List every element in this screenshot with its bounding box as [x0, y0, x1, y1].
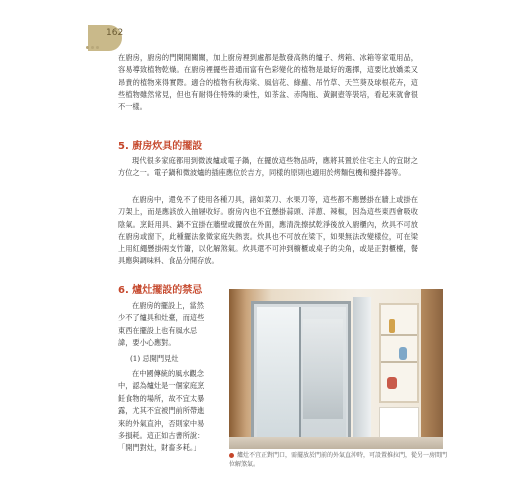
section-6-heading: 6. 爐灶擺設的禁忌 [118, 285, 203, 296]
section-6-paragraph-2: 在中國傳統的風水觀念中，認為爐灶是一個家庭烹飪食物的場所，故不宜太暴露，尤其不宜被門前所帶進來的外氣直沖，否則家中易多損耗。這正如古書所說：「開門對灶，財畜多耗。」 [118, 369, 205, 453]
section-6-paragraph-1: 在廚房的擺設上，當然少不了爐具和灶臺，而這些東西在擺設上也有風水忌諱，要小心應對。 [118, 301, 205, 348]
photo-caption-text: 爐灶不宜正對門口，需擺放於門前的外氣直沖時，可設置推拉門，從另一房間門位解煞氣。 [229, 452, 448, 468]
section-5-paragraph-2: 在廚房中，還免不了使用各種刀具，諸如菜刀、水果刀等，這些都不應懸掛在牆上或掛在刀架上，而是應該放入抽屜收好。廚房內也不宜懸掛蒜頭、洋蔥、辣椒，因為這些東西會吸收陰氣。烹飪用具、鍋不宜掛在牆壁或擺放在外面，應清洗擦拭乾淨後放入廚櫃內，炊具不可放在廚房或窗下，此種擺法象徵家庭失熱衷。炊具也不可放在梁下，如果無法改變樣位，可在梁上用紅繩懸掛兩支竹簫，以化解煞氣。炊具還不可沖到櫥櫃或桌子的尖角，或是正對櫃檯，餐具應與調味料、食品分開存放。 [118, 195, 418, 266]
page-number: 162 [106, 28, 124, 38]
caption-bullet-icon [229, 453, 234, 458]
section-5-paragraph-1: 現代很多家庭都用到微波爐或電子鍋，在擺放這些物品時，應將其置於住宅主人的宜財之方位之一。電子鍋和微波爐的插座應位於吉方，同樣的原則也適用於烤麵包機和攪拌器等。 [118, 156, 418, 178]
kitchen-doorway-photo [229, 289, 443, 449]
photo-caption [229, 451, 449, 469]
section-5-heading: 5. 廚房炊具的擺設 [118, 141, 203, 152]
decorative-dots [86, 34, 101, 53]
intro-paragraph: 在廚房，廚房的門開開關關，加上廚房裡到處都是散發高熱的爐子、烤箱、冰箱等家電用品，容易導致植物乾燥。在廚房裡擺些普通而富有色彩變化的植物是最好的選擇，這要比放嬌柔又昂貴的植物來得實際。適合的植物有秋海棠、風信花、綠蘿、吊竹草、天竺葵及球根花卉，這些植物雖然常見，但也有耐得住特殊的秉性，如茶盆、赤陶瓶、黃銅壺等裝培，看起來就會很不一樣。 [118, 53, 418, 112]
section-6-subheading: (1) 忌開門見灶 [130, 354, 179, 363]
